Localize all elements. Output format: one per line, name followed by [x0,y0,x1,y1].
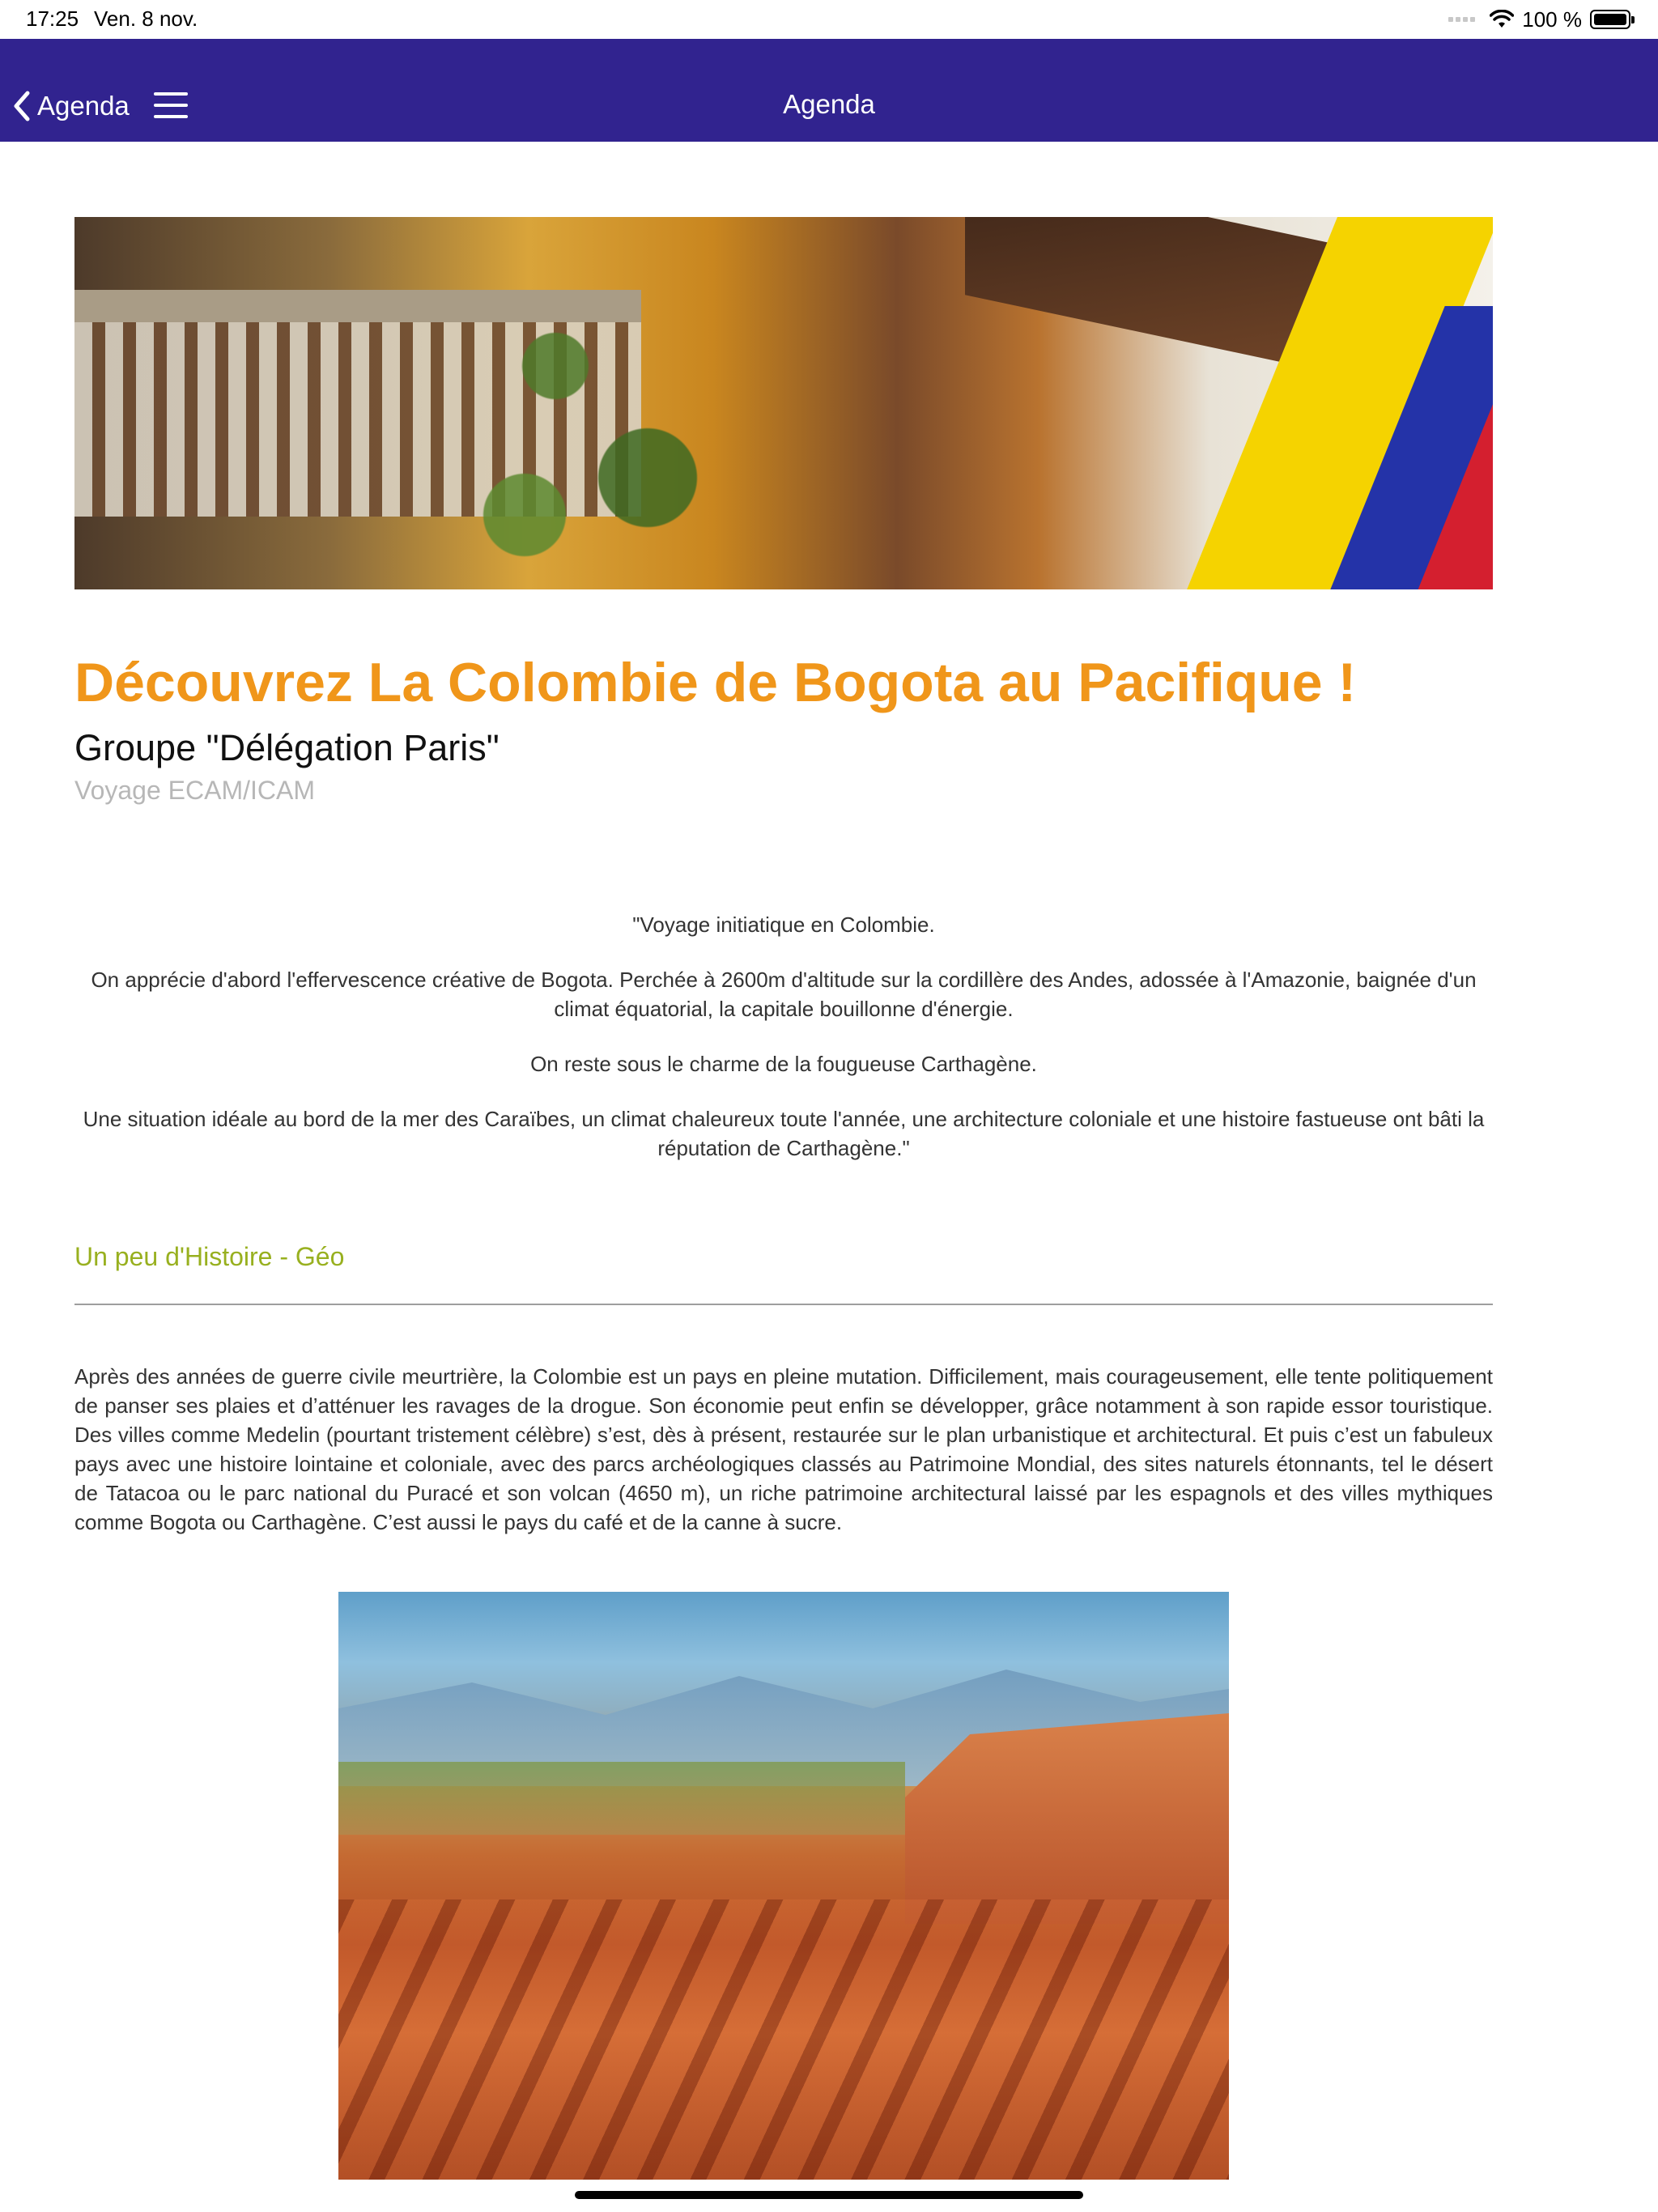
status-indicators [1448,5,1630,34]
intro-paragraph: "Voyage initiatique en Colombie. [632,912,935,937]
home-indicator[interactable] [575,2191,1083,2199]
section-divider [74,1304,1493,1305]
battery-icon [1590,10,1630,29]
event-title: Découvrez La Colombie de Bogota au Pacifique ! [74,652,1357,713]
intro-paragraph: Une situation idéale au bord de la mer des Caraïbes, un climat chaleureux toute l'année, une architecture coloniale et une histoire fastueuse ont bâti la réputation de Carthagène." [83,1107,1485,1160]
cellular-signal-icon [1448,17,1475,22]
section-title: Un peu d'Histoire - Géo [74,1242,345,1271]
nav-title: Agenda [783,89,875,119]
hero-image [74,217,1493,589]
status-time: 17:25 [26,6,79,31]
status-bar [0,0,1658,39]
wifi-icon [1490,10,1514,29]
battery-percentage: 100 % [1522,6,1582,32]
event-group: Groupe "Délégation Paris" [74,727,500,768]
intro-paragraph: On apprécie d'abord l'effervescence créative de Bogota. Perchée à 2600m d'altitude sur la cordillère des Andes, adossée à l'Amazonie, baignée d'un climat équatorial, la capitale bouillonne d'énergie. [91,968,1477,1021]
desert-image [338,1592,1229,2180]
back-button-label: Agenda [37,91,130,121]
navigation-bar [0,39,1658,142]
event-tag: Voyage ECAM/ICAM [74,776,315,805]
section-body: Après des années de guerre civile meurtrière, la Colombie est un pays en pleine mutation. Difficilement, mais courageusement, elle tente politiquement de panser ses plaies et d’atténuer les ravages de la drogue. Son économie peut enfin se développer, grâce notamment à son rapide essor touristique. Des villes comme Medelin (pourtant tristement célèbre) s’est, dès à présent, restaurée sur le plan urbanistique et architectural. Et puis c’est un fabuleux pays avec une histoire lointaine et coloniale, avec des parcs archéologiques classés au Patrimoine Mondial, des sites naturels étonnants, tel le désert de Tatacoa ou le parc national du Puracé et son volcan (4650 m), un riche patrimoine architectural laissé par les espagnols et des villes mythiques comme Bogota ou Carthagène. C’est aussi le pays du café et de la canne à sucre. [74,1364,1493,1534]
status-date: Ven. 8 nov. [94,6,198,31]
intro-paragraph: On reste sous le charme de la fougueuse Carthagène. [530,1052,1037,1076]
intro-text [74,910,1493,1189]
